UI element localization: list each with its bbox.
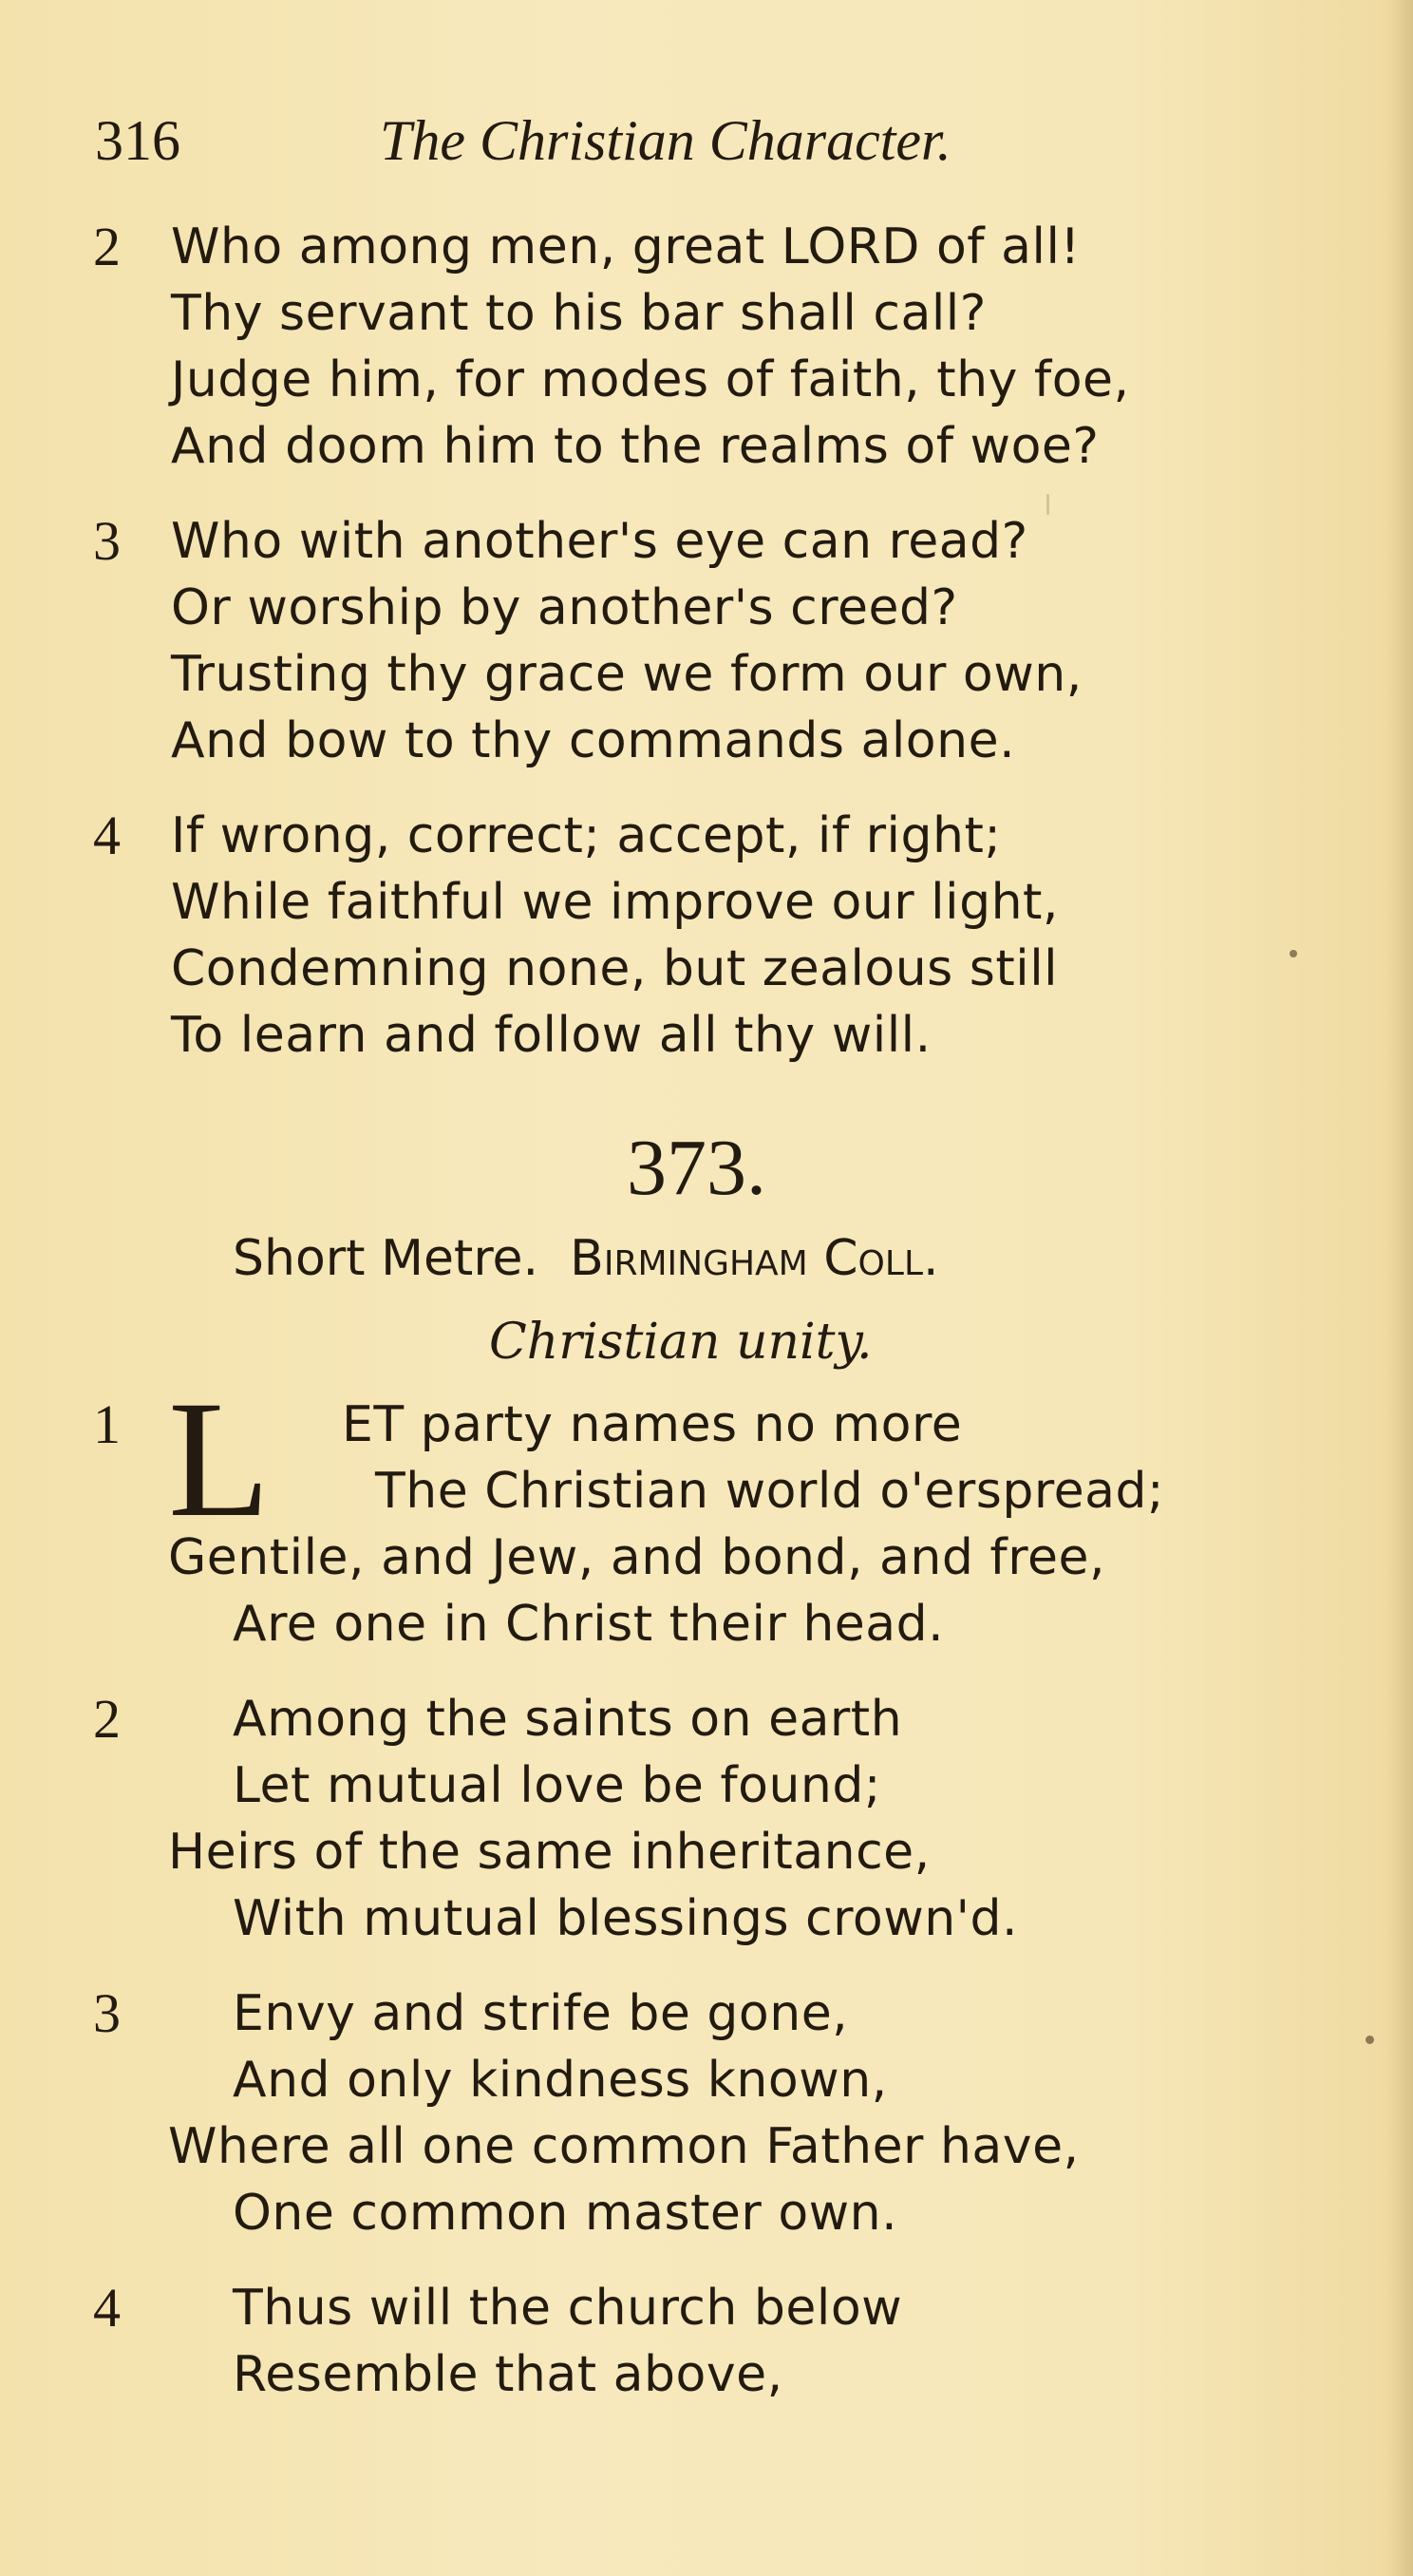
verse-line: Resemble that above, [233,2346,783,2403]
paper-speck [1290,950,1297,957]
hymn-source: Birmingham Coll. [570,1230,939,1287]
verse-line: Are one in Christ their head. [233,1596,945,1653]
running-title: The Christian Character. [380,109,951,172]
verse-line: And doom him to the realms of woe? [171,418,1100,475]
verse-line: Envy and strife be gone, [233,1985,849,2042]
verse-number: 3 [93,1982,121,2044]
verse-line: And only kindness known, [233,2052,888,2109]
verse-line: If wrong, correct; accept, if right; [171,807,1002,864]
hymn-number: 373. [627,1124,766,1212]
verse-line: Where all one common Father have, [168,2118,1080,2175]
verse-number: 2 [93,1688,121,1750]
hymn-meter-line [233,1225,939,1292]
verse-line: ET party names no more [342,1396,963,1453]
page-number: 316 [95,109,180,172]
verse-line: One common master own. [233,2185,898,2242]
verse-line: Thus will the church below [233,2280,903,2337]
verse-line: Who among men, great LORD of all! [171,218,1081,275]
meter: Short Metre. [233,1230,539,1287]
verse-line: Trusting thy grace we form our own, [171,646,1083,703]
verse-line: Gentile, and Jew, and bond, and free, [168,1529,1105,1586]
drop-cap: L [168,1367,271,1552]
verse-number: 4 [93,2277,121,2339]
verse-line: The Christian world o'erspread; [375,1463,1165,1520]
verse-line: Judge him, for modes of faith, thy foe, [171,351,1130,408]
verse-line: To learn and follow all thy will. [171,1007,932,1064]
verse-line: Thy servant to his bar shall call? [171,285,987,342]
paper-speck [1046,494,1049,515]
verse-line: Who with another's eye can read? [171,513,1028,570]
verse-line: With mutual blessings crown'd. [233,1890,1019,1947]
hymn-subject: Christian unity. [489,1314,873,1371]
verse-number: 4 [93,805,121,866]
verse-number: 3 [93,510,121,572]
verse-line: And bow to thy commands alone. [171,712,1016,769]
verse-number: 1 [93,1393,121,1455]
verse-line: Or worship by another's creed? [171,579,958,636]
verse-line: Let mutual love be found; [233,1757,881,1814]
page-edge-shadow [1386,0,1413,2576]
verse-line: Condemning none, but zealous still [171,940,1059,997]
verse-line: While faithful we improve our light, [171,874,1059,931]
verse-line: Heirs of the same inheritance, [168,1824,931,1881]
paper-speck [1366,2036,1374,2044]
verse-number: 2 [93,216,121,277]
verse-line: Among the saints on earth [233,1691,903,1748]
